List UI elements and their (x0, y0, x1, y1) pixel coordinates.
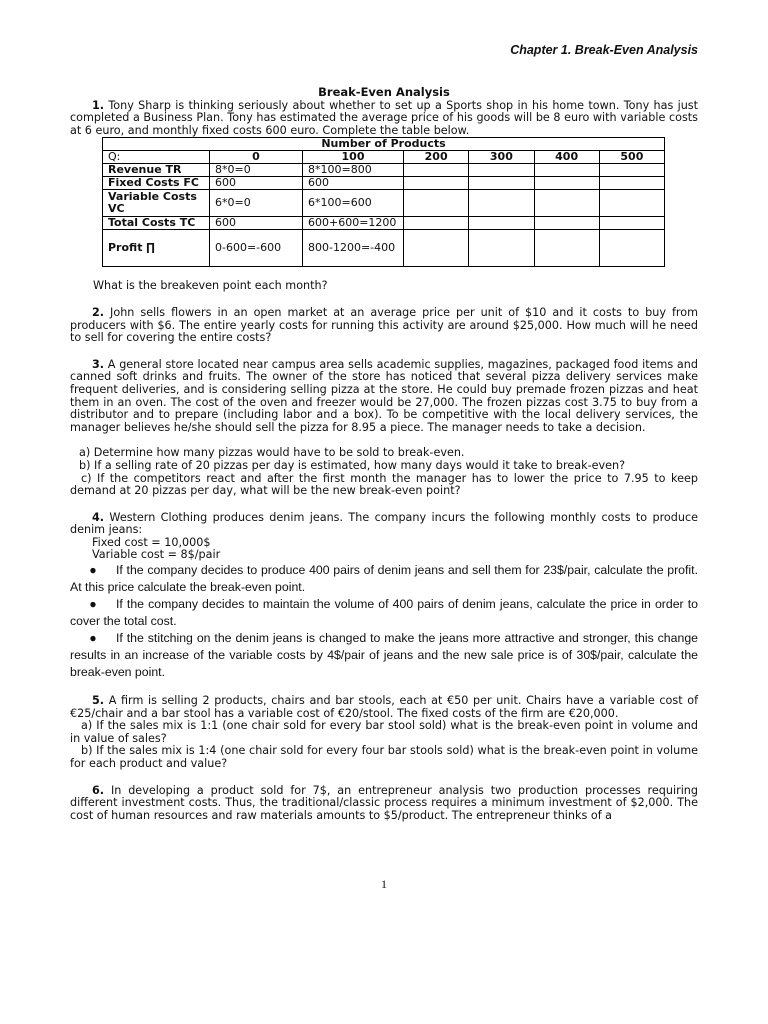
table-cell (534, 217, 599, 230)
q-label: Q: (103, 151, 210, 164)
question-2-number: 2. (92, 305, 105, 319)
question-4-number: 4. (92, 510, 105, 524)
question-6-text: In developing a product sold for 7$, an entrepreneur analysis two production processes requiring different investment costs. Thus, the traditional/classic process requires a minimum investment of $2,000. The cost of human resources and raw materials amounts to $5/product. The entrepreneur thinks of a (70, 783, 698, 822)
table-cell: 0-600=-600 (210, 230, 303, 267)
row-label: Variable Costs VC (103, 190, 210, 217)
row-label: Profit ∏ (103, 230, 210, 267)
table-cell: 800-1200=-400 (303, 230, 404, 267)
question-6 (70, 785, 698, 823)
question-3-text: A general store located near campus area sells academic supplies, magazines, packaged food items and canned soft drinks and fruits. The owner of the store has noticed that several pizza delivery services make frequent deliveries, and is considering selling pizza at the store. He could buy premade frozen pizzas and heat them in an oven. The cost of the oven and freezer would be 27,000. The frozen pizzas cost 3.75 to buy from a distributor and to prepare (including labor and a box). To be competitive with the local delivery services, the manager believes he/she should sell the pizza for 8.95 a piece. The manager needs to take a decision. (70, 357, 698, 434)
table-row (103, 217, 665, 230)
table-cell (599, 177, 664, 190)
question-3b: b) If a selling rate of 20 pizzas per day is estimated, how many days would it take to break-even? (79, 458, 626, 472)
question-2 (70, 307, 698, 345)
page-number: 1 (381, 877, 387, 891)
table-row (103, 164, 665, 177)
question-5 (70, 695, 698, 720)
break-even-table (102, 137, 665, 267)
question-5-text: A firm is selling 2 products, chairs and bar stools, each at €50 per unit. Chairs have a variable cost of €25/chair and a bar stool has a variable cost of €20/stool. The fixed costs of the firm are €20,000. (70, 694, 699, 720)
bullet-item: ● If the company decides to produce 400 pairs of denim jeans and sell them for 23$/pair, calculate the profit. At this price calculate the break-even point. (70, 563, 698, 595)
table-cell (534, 164, 599, 177)
fixed-cost-line: Fixed cost = 10,000$ (92, 535, 211, 549)
table-cell (404, 230, 469, 267)
bullet-item: ● If the company decides to maintain the volume of 400 pairs of denim jeans, calculate the price in order to cover the total cost. (70, 597, 698, 629)
table-row (103, 177, 665, 190)
question-5b: b) If the sales mix is 1:4 (one chair sold for every four bar stools sold) what is the break-even point in volume for each product and value? (70, 744, 698, 771)
table-cell: 600 (303, 177, 404, 190)
question-1-prompt: What is the breakeven point each month? (93, 279, 328, 293)
bullet-icon: ● (89, 563, 97, 578)
col-header: 100 (303, 151, 404, 164)
col-header: 0 (210, 151, 303, 164)
variable-cost-line: Variable cost = 8$/pair (92, 548, 221, 562)
question-3 (70, 359, 698, 435)
table-caption: Number of Products (103, 138, 665, 151)
question-6-number: 6. (92, 783, 105, 797)
question-3a: a) Determine how many pizzas would have to be sold to break-even. (79, 446, 465, 460)
question-4 (70, 512, 698, 537)
table-cell (404, 190, 469, 217)
table-cell: 600+600=1200 (303, 217, 404, 230)
table-cell: 8*0=0 (210, 164, 303, 177)
page-title: Break-Even Analysis (318, 85, 450, 99)
col-header: 200 (404, 151, 469, 164)
table-cell (599, 190, 664, 217)
table-cell (534, 190, 599, 217)
table-cell: 6*0=0 (210, 190, 303, 217)
table-cell (469, 164, 534, 177)
row-label: Fixed Costs FC (103, 177, 210, 190)
table-cell (599, 164, 664, 177)
question-1 (70, 100, 698, 138)
table-row (103, 190, 665, 217)
table-cell (534, 230, 599, 267)
table-cell (404, 164, 469, 177)
table-cell: 8*100=800 (303, 164, 404, 177)
table-cell: 600 (210, 217, 303, 230)
question-3-number: 3. (92, 357, 105, 371)
bullet-icon: ● (89, 631, 97, 646)
question-4-text: Western Clothing produces denim jeans. The company incurs the following monthly costs to produce denim jeans: (70, 510, 699, 537)
table-cell (599, 230, 664, 267)
question-2-text: John sells flowers in an open market at an average price per unit of $10 and it costs to buy from producers with $6. The entire yearly costs for running this activity are around $25,000. How much will he need to sell for covering the entire costs? (70, 305, 698, 345)
question-1-text: Tony Sharp is thinking seriously about whether to set up a Sports shop in his home town. Tony has just completed a Business Plan. Tony has estimated the average price of his goods will be 8 euro with variable costs at 6 euro, and monthly fixed costs 600 euro. Complete the table below. (70, 98, 699, 137)
document-body (70, 86, 698, 822)
question-1-number: 1. (92, 98, 105, 112)
chapter-header: Chapter 1. Break-Even Analysis (510, 43, 698, 57)
question-5a: a) If the sales mix is 1:1 (one chair sold for every bar stool sold) what is the break-even point in volume and in value of sales? (70, 719, 698, 745)
row-label: Revenue TR (103, 164, 210, 177)
table-cell (404, 177, 469, 190)
table-cell (599, 217, 664, 230)
table-cell (469, 177, 534, 190)
row-label: Total Costs TC (103, 217, 210, 230)
table-cell (469, 217, 534, 230)
table-cell (469, 190, 534, 217)
table-cell: 6*100=600 (303, 190, 404, 217)
table-row (103, 230, 665, 267)
table-cell (534, 177, 599, 190)
table-cell (404, 217, 469, 230)
col-header: 500 (599, 151, 664, 164)
col-header: 400 (534, 151, 599, 164)
table-cell: 600 (210, 177, 303, 190)
question-5-number: 5. (92, 694, 105, 708)
bullet-item: ● If the stitching on the denim jeans is changed to make the jeans more attractive and stronger, this change results in an increase of the variable costs by 4$/pair of jeans and the new sale price is of 30$/pair, calculate the break-even point. (70, 631, 698, 680)
question-3c: c) If the competitors react and after the first month the manager has to lower the price to 7.95 to keep demand at 20 pizzas per day, what will be the new break-even point? (70, 471, 698, 498)
col-header: 300 (469, 151, 534, 164)
bullet-icon: ● (89, 597, 97, 612)
table-cell (469, 230, 534, 267)
